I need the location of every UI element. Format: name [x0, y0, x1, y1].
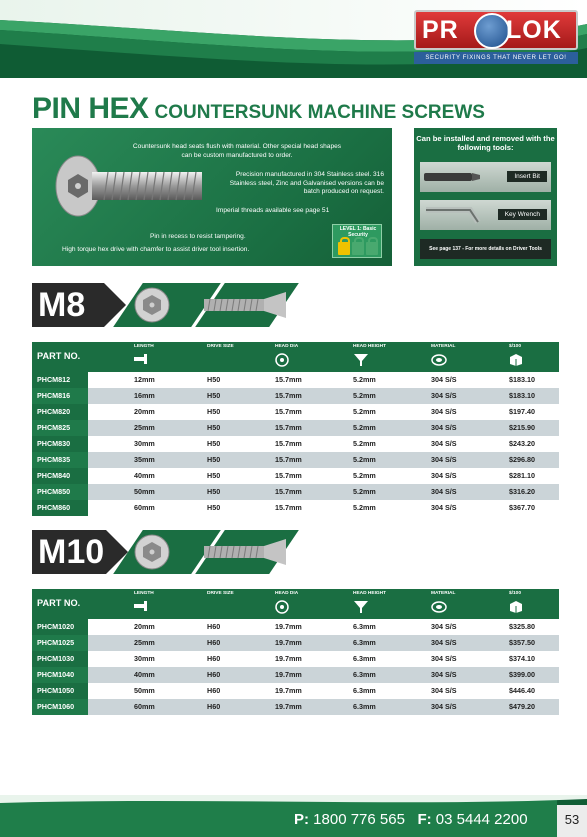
screw-side-icon [202, 291, 292, 319]
cell-length: 35mm [134, 455, 155, 464]
cell-price: $316.20 [509, 487, 535, 496]
price-box-icon [509, 600, 523, 614]
cell-drive-size: H60 [207, 654, 221, 663]
feature-note-head: Countersunk head seats flush with material. Other special head shapes can be custom manufactured to order. [132, 143, 342, 159]
cell-head-dia: 19.7mm [275, 622, 302, 631]
cell-head-dia: 15.7mm [275, 391, 302, 400]
head-height-icon [353, 353, 369, 367]
cell-price: $281.10 [509, 471, 535, 480]
tools-note: See page 137 - For more details on Driver Tools [420, 239, 551, 259]
cell-material: 304 S/S [431, 471, 457, 480]
cell-part-number: PHCM835 [32, 452, 88, 468]
table-row [32, 699, 559, 715]
feature-note-imperial: Imperial threads available see page 51 [216, 207, 330, 214]
phone-number: 1800 776 565 [313, 811, 405, 828]
table-header [32, 589, 559, 619]
key-wrench-icon [420, 200, 490, 230]
cell-length: 16mm [134, 391, 155, 400]
cell-part-number: PHCM812 [32, 372, 88, 388]
col-head-dia: HEAD DIA [275, 344, 299, 349]
cell-price: $367.70 [509, 503, 535, 512]
security-level-badge [332, 224, 382, 258]
security-level-label: LEVEL 1: Basic Security [339, 226, 377, 238]
cell-head-height: 5.2mm [353, 471, 376, 480]
cell-part-number: PHCM816 [32, 388, 88, 404]
cell-length: 25mm [134, 638, 155, 647]
size-label: M10 [32, 530, 106, 574]
tool-label-insert-bit: Insert Bit [507, 171, 547, 182]
cell-material: 304 S/S [431, 638, 457, 647]
col-material: MATERIAL [431, 344, 456, 349]
cell-length: 50mm [134, 686, 155, 695]
cell-head-height: 5.2mm [353, 455, 376, 464]
cell-drive-size: H50 [207, 455, 221, 464]
table-row [32, 452, 559, 468]
cell-price: $183.10 [509, 375, 535, 384]
cell-head-height: 5.2mm [353, 487, 376, 496]
cell-drive-size: H60 [207, 638, 221, 647]
page-number: 53 [564, 812, 580, 827]
cell-drive-size: H50 [207, 439, 221, 448]
cell-material: 304 S/S [431, 423, 457, 432]
col-price: $/100 [509, 344, 522, 349]
feature-note-pin: Pin in recess to resist tampering. [150, 233, 246, 240]
table-row [32, 651, 559, 667]
table-row [32, 420, 559, 436]
cell-head-height: 6.3mm [353, 622, 376, 631]
cell-length: 30mm [134, 439, 155, 448]
cell-material: 304 S/S [431, 375, 457, 384]
cell-drive-size: H50 [207, 503, 221, 512]
cell-length: 50mm [134, 487, 155, 496]
cell-head-height: 6.3mm [353, 638, 376, 647]
cell-length: 40mm [134, 471, 155, 480]
cell-part-number: PHCM1020 [32, 619, 88, 635]
cell-length: 30mm [134, 654, 155, 663]
cell-length: 40mm [134, 670, 155, 679]
cell-drive-size: H50 [207, 487, 221, 496]
page-footer [0, 795, 587, 837]
logo-text-right: LOK [506, 16, 562, 44]
material-icon [431, 600, 447, 614]
cell-head-height: 6.3mm [353, 702, 376, 711]
cell-material: 304 S/S [431, 487, 457, 496]
tool-insert-bit [420, 162, 551, 192]
cell-part-number: PHCM1060 [32, 699, 88, 715]
cell-head-dia: 15.7mm [275, 423, 302, 432]
cell-material: 304 S/S [431, 622, 457, 631]
cell-part-number: PHCM1040 [32, 667, 88, 683]
cell-head-height: 5.2mm [353, 407, 376, 416]
length-icon [134, 600, 148, 612]
cell-price: $357.50 [509, 638, 535, 647]
table-m8 [32, 342, 559, 516]
cell-head-dia: 15.7mm [275, 375, 302, 384]
cell-length: 60mm [134, 503, 155, 512]
cell-head-dia: 15.7mm [275, 503, 302, 512]
fax-label: F: [417, 811, 432, 828]
col-length: LENGTH [134, 344, 154, 349]
cell-head-dia: 19.7mm [275, 670, 302, 679]
col-price: $/100 [509, 591, 522, 596]
tools-panel [414, 128, 557, 266]
table-row [32, 484, 559, 500]
tool-key-wrench [420, 200, 551, 230]
cell-material: 304 S/S [431, 439, 457, 448]
head-dia-icon [275, 353, 289, 367]
cell-length: 60mm [134, 702, 155, 711]
cell-material: 304 S/S [431, 654, 457, 663]
cell-drive-size: H50 [207, 423, 221, 432]
title-sub: COUNTERSUNK MACHINE SCREWS [154, 102, 485, 123]
cell-drive-size: H50 [207, 375, 221, 384]
insert-bit-icon [420, 162, 490, 192]
tool-label-key-wrench: Key Wrench [498, 209, 547, 220]
col-head-height: HEAD HEIGHT [353, 344, 387, 349]
size-banner-m10 [32, 530, 302, 574]
head-height-icon [353, 600, 369, 614]
cell-price: $399.00 [509, 670, 535, 679]
logo-emblem-icon [474, 13, 510, 49]
cell-length: 12mm [134, 375, 155, 384]
col-part: PART NO. [37, 598, 81, 608]
page-header [0, 0, 587, 78]
table-row [32, 436, 559, 452]
hex-head-icon [132, 286, 172, 324]
col-length: LENGTH [134, 591, 154, 596]
table-m10 [32, 589, 559, 715]
cell-head-dia: 19.7mm [275, 654, 302, 663]
lock-icon [352, 242, 364, 255]
col-part: PART NO. [37, 351, 81, 361]
lock-icon [338, 242, 350, 255]
table-row [32, 404, 559, 420]
cell-price: $197.40 [509, 407, 535, 416]
cell-material: 304 S/S [431, 503, 457, 512]
cell-head-dia: 19.7mm [275, 686, 302, 695]
cell-material: 304 S/S [431, 670, 457, 679]
cell-part-number: PHCM840 [32, 468, 88, 484]
cell-drive-size: H50 [207, 391, 221, 400]
cell-part-number: PHCM830 [32, 436, 88, 452]
table-row [32, 683, 559, 699]
cell-price: $183.10 [509, 391, 535, 400]
col-material: MATERIAL [431, 591, 456, 596]
page-title [32, 92, 485, 126]
footer-contact [294, 811, 528, 828]
cell-head-height: 6.3mm [353, 686, 376, 695]
cell-head-dia: 15.7mm [275, 439, 302, 448]
cell-drive-size: H60 [207, 686, 221, 695]
table-body [32, 619, 559, 715]
cell-head-dia: 15.7mm [275, 455, 302, 464]
table-row [32, 635, 559, 651]
cell-drive-size: H60 [207, 670, 221, 679]
size-label: M8 [32, 283, 104, 327]
hex-head-icon [132, 533, 172, 571]
cell-price: $215.90 [509, 423, 535, 432]
cell-material: 304 S/S [431, 702, 457, 711]
cell-head-height: 6.3mm [353, 654, 376, 663]
fax-number: 03 5444 2200 [435, 811, 528, 828]
cell-head-height: 5.2mm [353, 423, 376, 432]
cell-head-dia: 15.7mm [275, 407, 302, 416]
cell-part-number: PHCM820 [32, 404, 88, 420]
cell-head-dia: 19.7mm [275, 702, 302, 711]
cell-head-height: 5.2mm [353, 439, 376, 448]
cell-part-number: PHCM825 [32, 420, 88, 436]
price-box-icon [509, 353, 523, 367]
cell-head-dia: 15.7mm [275, 471, 302, 480]
cell-head-dia: 19.7mm [275, 638, 302, 647]
table-body [32, 372, 559, 516]
logo-text-left: PR [422, 16, 459, 44]
cell-material: 304 S/S [431, 391, 457, 400]
cell-price: $374.10 [509, 654, 535, 663]
cell-length: 20mm [134, 407, 155, 416]
cell-price: $446.40 [509, 686, 535, 695]
cell-head-height: 6.3mm [353, 670, 376, 679]
table-row [32, 468, 559, 484]
table-row [32, 388, 559, 404]
col-head-dia: HEAD DIA [275, 591, 299, 596]
cell-price: $243.20 [509, 439, 535, 448]
cell-price: $325.80 [509, 622, 535, 631]
cell-drive-size: H60 [207, 622, 221, 631]
material-icon [431, 353, 447, 367]
table-header [32, 342, 559, 372]
cell-material: 304 S/S [431, 455, 457, 464]
table-row [32, 619, 559, 635]
table-row [32, 372, 559, 388]
cell-part-number: PHCM1025 [32, 635, 88, 651]
cell-drive-size: H60 [207, 702, 221, 711]
phone-label: P: [294, 811, 309, 828]
cell-head-height: 5.2mm [353, 375, 376, 384]
feature-panel [32, 128, 392, 266]
logo-tagline: SECURITY FIXINGS THAT NEVER LET GO! [414, 52, 578, 64]
head-dia-icon [275, 600, 289, 614]
col-head-height: HEAD HEIGHT [353, 591, 387, 596]
feature-note-material: Precision manufactured in 304 Stainless steel. 316 Stainless steel, Zinc and Galvanised versions can be batch produced on request. [229, 171, 384, 195]
cell-price: $479.20 [509, 702, 535, 711]
tools-title: Can be installed and removed with the following tools: [416, 134, 555, 152]
cell-price: $296.80 [509, 455, 535, 464]
cell-material: 304 S/S [431, 407, 457, 416]
col-drive: DRIVE SIZE [207, 591, 234, 596]
table-row [32, 667, 559, 683]
cell-material: 304 S/S [431, 686, 457, 695]
cell-part-number: PHCM1050 [32, 683, 88, 699]
cell-head-height: 5.2mm [353, 503, 376, 512]
cell-head-height: 5.2mm [353, 391, 376, 400]
table-row [32, 500, 559, 516]
cell-part-number: PHCM850 [32, 484, 88, 500]
title-main: PIN HEX [32, 92, 149, 125]
cell-head-dia: 15.7mm [275, 487, 302, 496]
prolok-logo [414, 10, 578, 64]
cell-drive-size: H50 [207, 407, 221, 416]
cell-length: 25mm [134, 423, 155, 432]
col-drive: DRIVE SIZE [207, 344, 234, 349]
feature-note-drive: High torque hex drive with chamfer to assist driver tool insertion. [62, 246, 250, 253]
screw-side-icon [202, 538, 292, 566]
cell-part-number: PHCM1030 [32, 651, 88, 667]
size-banner-m8 [32, 283, 302, 327]
lock-icon [366, 242, 378, 255]
logo-badge [414, 10, 578, 50]
length-icon [134, 353, 148, 365]
cell-length: 20mm [134, 622, 155, 631]
cell-drive-size: H50 [207, 471, 221, 480]
cell-part-number: PHCM860 [32, 500, 88, 516]
